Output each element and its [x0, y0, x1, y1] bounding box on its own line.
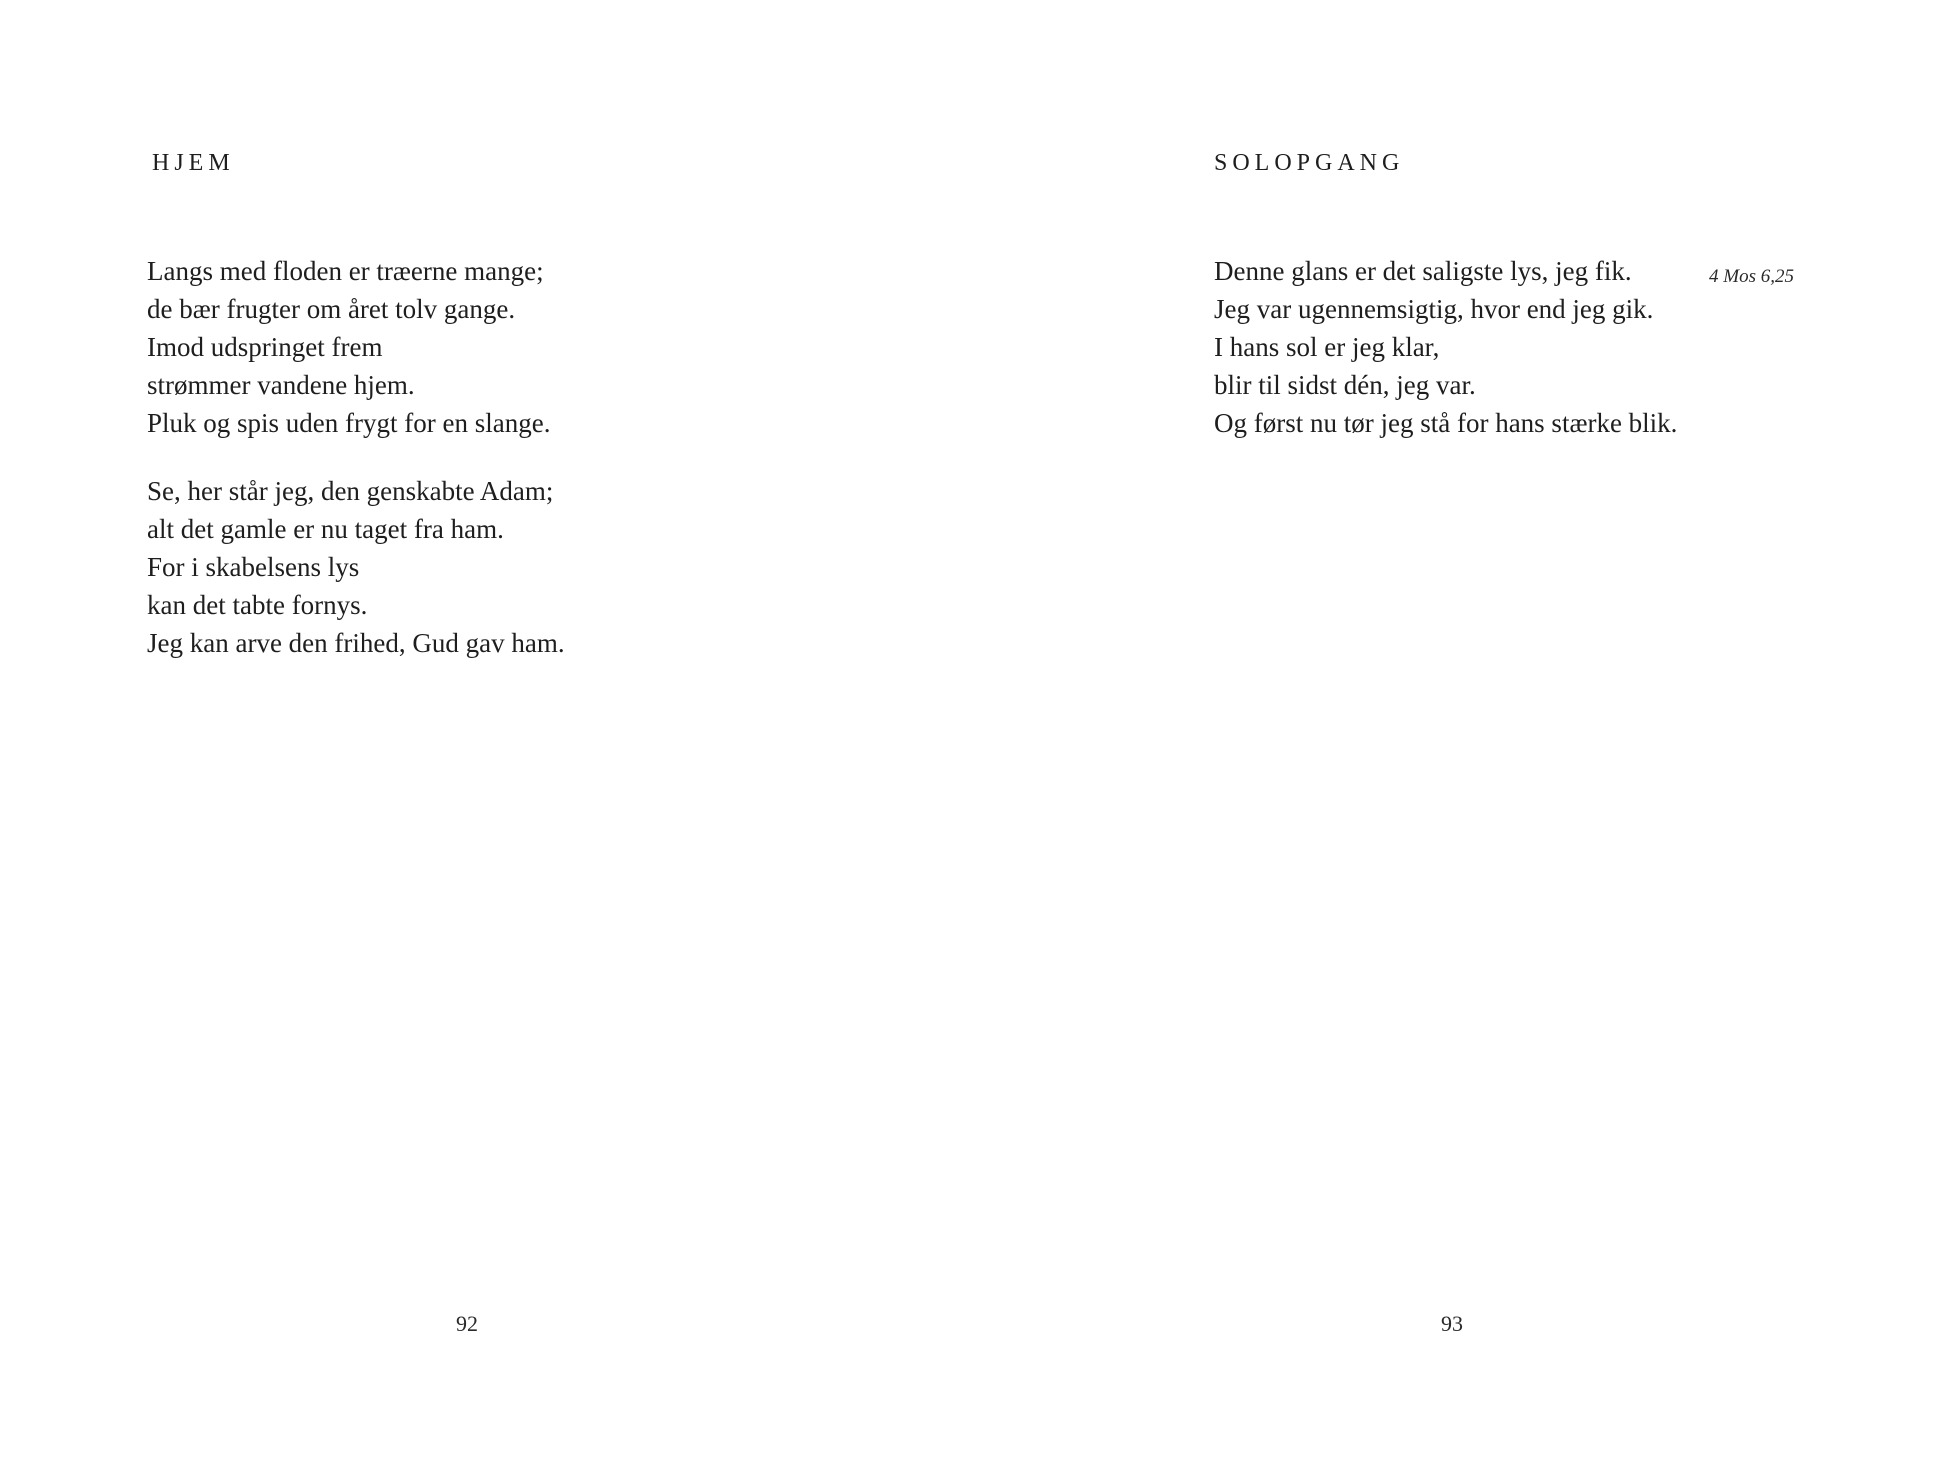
poem-line: de bær frugter om året tolv gange.: [147, 294, 516, 324]
poem-line: Denne glans er det saligste lys, jeg fik.: [1214, 256, 1632, 286]
poem-title-left: HJEM: [152, 150, 235, 176]
page-number-right: 93: [1441, 1311, 1463, 1336]
stanza-2: [147, 472, 565, 662]
poem-line: I hans sol er jeg klar,: [1214, 332, 1440, 362]
poem-line: Langs med floden er træerne mange;: [147, 256, 544, 286]
page-right: [973, 0, 1946, 1463]
poem-title-right: SOLOPGANG: [1214, 150, 1405, 176]
poem-left: [147, 252, 565, 662]
poem-right: [1214, 252, 1677, 442]
page-number-left: 92: [456, 1311, 478, 1336]
poem-line: For i skabelsens lys: [147, 552, 360, 582]
poem-line: blir til sidst dén, jeg var.: [1214, 370, 1476, 400]
poem-line: Jeg kan arve den frihed, Gud gav ham.: [147, 628, 565, 658]
poem-line: alt det gamle er nu taget fra ham.: [147, 514, 504, 544]
stanza-1: [147, 252, 565, 442]
poem-line: kan det tabte fornys.: [147, 590, 368, 620]
poem-line: Imod udspringet frem: [147, 332, 383, 362]
poem-line: Jeg var ugennemsigtig, hvor end jeg gik.: [1214, 294, 1654, 324]
stanza-1: [1214, 252, 1677, 442]
poem-line: strømmer vandene hjem.: [147, 370, 415, 400]
poem-line: Se, her står jeg, den genskabte Adam;: [147, 476, 554, 506]
poem-line: Og først nu tør jeg stå for hans stærke blik.: [1214, 408, 1678, 438]
poem-line: Pluk og spis uden frygt for en slange.: [147, 408, 551, 438]
verse-reference: 4 Mos 6,25: [1709, 266, 1794, 287]
